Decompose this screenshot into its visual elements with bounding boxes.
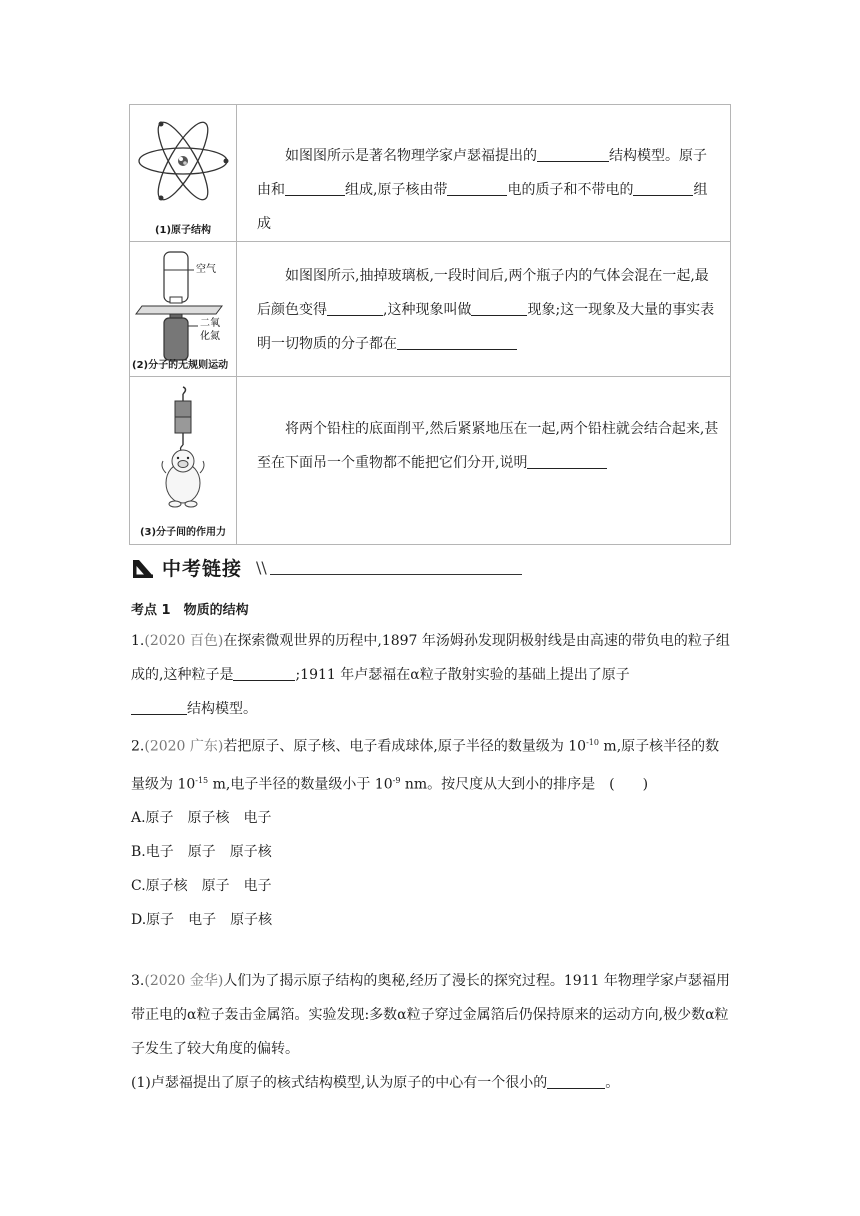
section-header <box>132 554 267 581</box>
question-2: 2.(2020 广东)若把原子、原子核、电子看成球体,原子半径的数量级为 $10^{-10}$ m,原子核半径的数量级为 $10^{-15}$ m,电子半径的数量级小于 $10^{-9}$ nm。按尺度从大到小的排序是 ( ) A.原子 原子核 电子 B.电子 原子 原子核 C.原子核 原子 电子 D.原子 电子 原子核 <box>131 726 731 937</box>
blank-color <box>327 301 383 316</box>
q2-option-b: B.电子 原子 原子核 <box>131 844 272 861</box>
blank-neutron <box>633 181 693 196</box>
blank-force <box>527 454 607 469</box>
q3-source: (2020 金华) <box>144 973 224 989</box>
q1-blank-1 <box>233 666 295 681</box>
force-figure-cell <box>130 377 237 545</box>
section-marker-icon <box>132 557 154 579</box>
kaodian-heading: 考点 1 物质的结构 <box>131 603 249 618</box>
figure-caption-diffusion: (2)分子的无规则运动 <box>132 360 229 371</box>
q2-answer-paren: ( ) <box>609 776 649 793</box>
atom-text: 如图图所示是著名物理学家卢瑟福提出的 结构模型。原子由和 组成,原子核由带 电的质子和不带电的 组成 <box>237 105 731 242</box>
air-label: 空气 <box>196 264 216 275</box>
q3-blank-1 <box>547 1074 605 1089</box>
blank-motion <box>397 335 517 350</box>
blank-charge <box>447 181 507 196</box>
diffusion-text: 如图图所示,抽掉玻璃板,一段时间后,两个瓶子内的气体会混在一起,最后颜色变得 ,这种现象叫做 现象;这一现象及大量的事实表明一切物质的分子都在 <box>237 242 731 377</box>
blank-phenomenon <box>471 301 527 316</box>
diffusion-figure-cell <box>130 242 237 377</box>
atom-structure-figure <box>130 109 236 219</box>
question-3: 3.(2020 金华)人们为了揭示原子结构的奥秘,经历了漫长的探究过程。1911 年物理学家卢瑟福用带正电的α粒子轰击金属箔。实验发现:多数α粒子穿过金属箔后仍保持原来的运动方向,极少数α粒子发生了较大角度的偏转。 (1)卢瑟福提出了原子的核式结构模型,认为原子的中心有一个很小的 。 <box>131 964 731 1100</box>
section-rule <box>270 574 522 575</box>
q1-source: (2020 百色) <box>144 633 224 649</box>
force-text: 将两个铅柱的底面削平,然后紧紧地压在一起,两个铅柱就会结合起来,甚至在下面吊一个重物都不能把它们分开,说明 <box>237 377 731 545</box>
question-1: 1.(2020 百色)在探索微观世界的历程中,1897 年汤姆孙发现阴极射线是由高速的带负电的粒子组成的,这种粒子是 ;1911 年卢瑟福在α粒子散射实验的基础上提出了原子 结构模型。 <box>131 633 730 717</box>
q2-source: (2020 广东) <box>144 738 224 755</box>
knowledge-table <box>129 104 731 545</box>
section-title: 中考链接 <box>162 558 243 580</box>
blank-model <box>537 147 609 162</box>
figure-caption-force: (3)分子间的作用力 <box>139 527 227 538</box>
section-slashes: \\ <box>256 558 267 577</box>
q2-option-a: A.原子 原子核 电子 <box>131 810 272 827</box>
q2-option-c: C.原子核 原子 电子 <box>131 878 272 895</box>
q3-sub-1: (1)卢瑟福提出了原子的核式结构模型,认为原子的中心有一个很小的 。 <box>131 1075 620 1091</box>
no2-label-1: 二氧 <box>200 318 220 329</box>
atom-figure-cell <box>130 105 237 242</box>
q2-option-d: D.原子 电子 原子核 <box>131 912 273 929</box>
blank-nucleus <box>285 181 345 196</box>
gas-diffusion-figure <box>130 248 236 366</box>
lead-cylinder-figure <box>130 383 236 523</box>
figure-caption-atom: (1)原子结构 <box>154 225 212 236</box>
no2-label-2: 化氮 <box>200 331 220 342</box>
q1-blank-2 <box>131 700 187 715</box>
